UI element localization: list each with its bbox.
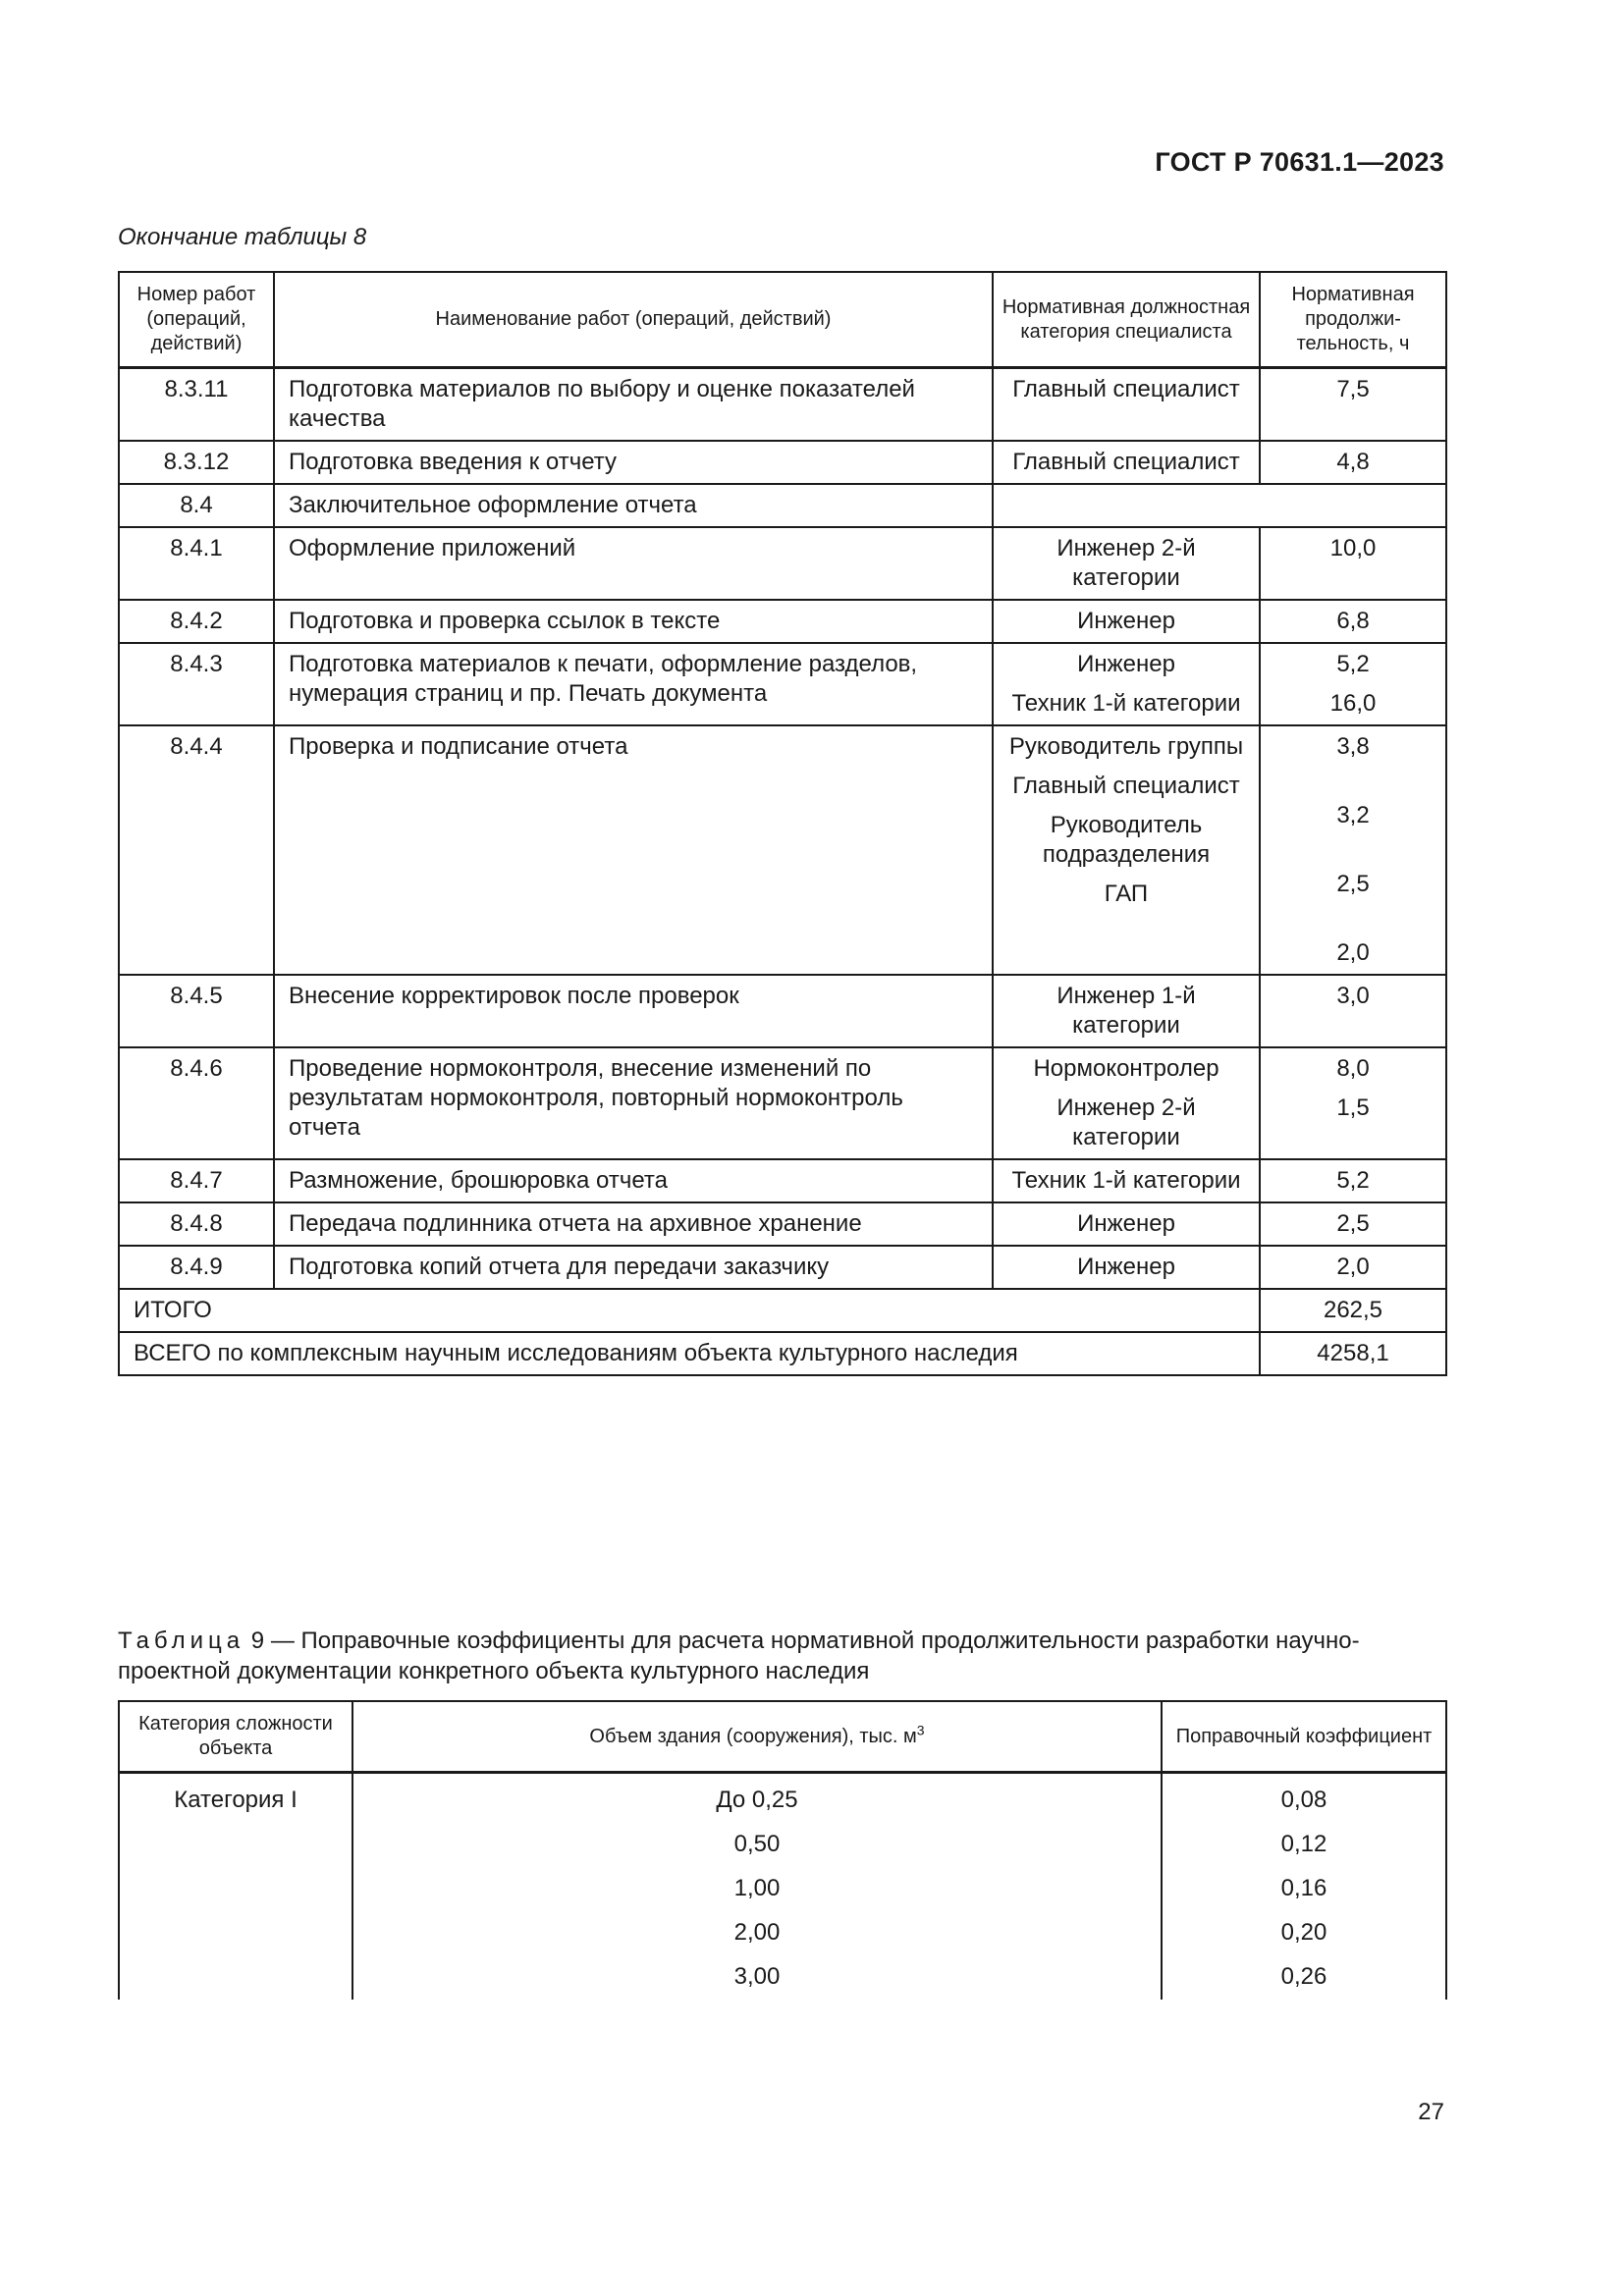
category-line: Нормоконтролер <box>1033 1055 1219 1082</box>
row-name: Оформление приложений <box>274 527 993 600</box>
table-row <box>119 368 1446 442</box>
header-name: Наименование работ (операций, действий) <box>274 272 993 368</box>
row-num: 8.4.3 <box>119 643 274 725</box>
row-duration <box>1260 643 1446 725</box>
row-coefficient: 0,08 <box>1162 1773 1446 1824</box>
header-volume <box>352 1701 1162 1773</box>
grand-total-label: ВСЕГО по комплексным научным исследованиям объекта культурного наследия <box>119 1332 1260 1375</box>
category-line: Главный специалист <box>1012 773 1240 799</box>
category-line: Техник 1-й категории <box>1011 690 1241 717</box>
page-number: 27 <box>1418 2099 1444 2125</box>
row-empty-cell <box>993 484 1446 527</box>
row-duration: 6,8 <box>1260 600 1446 643</box>
table-row <box>119 1911 1446 1955</box>
row-duration: 4,8 <box>1260 441 1446 484</box>
table-9 <box>118 1700 1447 2000</box>
table-row <box>119 1246 1446 1289</box>
row-duration <box>1260 1047 1446 1159</box>
row-num: 8.4.6 <box>119 1047 274 1159</box>
row-num: 8.4.5 <box>119 975 274 1047</box>
header-coefficient: Поправочный коэффициент <box>1162 1701 1446 1773</box>
duration-line: 8,0 <box>1336 1055 1370 1082</box>
header-num: Номер работ (операций, действий) <box>119 272 274 368</box>
row-name: Подготовка копий отчета для передачи заказчику <box>274 1246 993 1289</box>
row-volume: 1,00 <box>352 1867 1162 1911</box>
row-num: 8.4.1 <box>119 527 274 600</box>
table9-title: — Поправочные коэффициенты для расчета нормативной продолжительности разработки научно-проектной документации конкретного объекта культурного наследия <box>118 1628 1360 1684</box>
row-coefficient: 0,26 <box>1162 1955 1446 2000</box>
row-volume: 0,50 <box>352 1823 1162 1867</box>
row-coefficient: 0,16 <box>1162 1867 1446 1911</box>
total-value: 262,5 <box>1260 1289 1446 1332</box>
row-category: Главный специалист <box>993 368 1260 442</box>
header-complexity: Категория сложности объекта <box>119 1701 352 1773</box>
row-num: 8.4.4 <box>119 725 274 975</box>
row-num: 8.3.12 <box>119 441 274 484</box>
category-line: Руководитель группы <box>1008 733 1244 760</box>
row-duration: 10,0 <box>1260 527 1446 600</box>
header-category: Нормативная должностная категория специалиста <box>993 272 1260 368</box>
row-category-empty <box>119 1867 352 1911</box>
row-category: Главный специалист <box>993 441 1260 484</box>
row-category <box>993 725 1260 975</box>
row-duration: 5,2 <box>1260 1159 1446 1202</box>
row-category <box>993 1047 1260 1159</box>
table-row <box>119 527 1446 600</box>
table-8 <box>118 271 1447 1376</box>
total-label: ИТОГО <box>119 1289 1260 1332</box>
header-volume-sup: 3 <box>916 1721 925 1737</box>
row-category-empty <box>119 1823 352 1867</box>
duration-line: 3,8 <box>1336 733 1370 760</box>
row-coefficient: 0,20 <box>1162 1911 1446 1955</box>
table-row <box>119 1773 1446 1824</box>
row-name: Проверка и подписание отчета <box>274 725 993 975</box>
row-category: Инженер <box>993 600 1260 643</box>
table-row <box>119 1159 1446 1202</box>
duration-line: 5,2 <box>1336 651 1370 677</box>
row-duration <box>1260 725 1446 975</box>
table-row <box>119 975 1446 1047</box>
row-coefficient: 0,12 <box>1162 1823 1446 1867</box>
category-line: Инженер 2-й категории <box>1056 1095 1196 1150</box>
row-volume: 2,00 <box>352 1911 1162 1955</box>
row-duration: 7,5 <box>1260 368 1446 442</box>
row-num: 8.4.7 <box>119 1159 274 1202</box>
table9-number: 9 <box>250 1628 265 1654</box>
row-category: Инженер <box>993 1246 1260 1289</box>
row-name: Подготовка введения к отчету <box>274 441 993 484</box>
row-volume: До 0,25 <box>352 1773 1162 1824</box>
table9-header-row <box>119 1701 1446 1773</box>
row-category: Категория I <box>119 1773 352 1824</box>
table-row <box>119 484 1446 527</box>
document-code: ГОСТ Р 70631.1—2023 <box>1155 147 1444 177</box>
row-name: Передача подлинника отчета на архивное хранение <box>274 1202 993 1246</box>
row-num: 8.3.11 <box>119 368 274 442</box>
row-category: Инженер <box>993 1202 1260 1246</box>
header-duration: Нормативная продолжи-тельность, ч <box>1260 272 1446 368</box>
row-category-empty <box>119 1955 352 2000</box>
duration-line: 2,5 <box>1336 871 1370 897</box>
table-row <box>119 600 1446 643</box>
row-category: Техник 1-й категории <box>993 1159 1260 1202</box>
category-line: Инженер <box>1077 651 1175 677</box>
table-row <box>119 441 1446 484</box>
row-num: 8.4 <box>119 484 274 527</box>
row-duration: 3,0 <box>1260 975 1446 1047</box>
category-line: Руководитель подразделения <box>1042 812 1211 868</box>
row-name: Подготовка материалов по выбору и оценке показателей качества <box>274 368 993 442</box>
table8-header-row <box>119 272 1446 368</box>
table9-caption <box>118 1626 1445 1686</box>
duration-line: 1,5 <box>1336 1095 1370 1121</box>
category-line: ГАП <box>1104 881 1149 907</box>
row-num: 8.4.2 <box>119 600 274 643</box>
duration-line: 16,0 <box>1329 690 1377 717</box>
row-name: Подготовка материалов к печати, оформление разделов, нумерация страниц и пр. Печать документа <box>274 643 993 725</box>
row-num: 8.4.9 <box>119 1246 274 1289</box>
table-row <box>119 643 1446 725</box>
row-name: Размножение, брошюровка отчета <box>274 1159 993 1202</box>
grand-total-value: 4258,1 <box>1260 1332 1446 1375</box>
total-row <box>119 1289 1446 1332</box>
row-category: Инженер 1-й категории <box>993 975 1260 1047</box>
table8-caption: Окончание таблицы 8 <box>118 224 367 250</box>
row-category-empty <box>119 1911 352 1955</box>
row-name: Заключительное оформление отчета <box>274 484 993 527</box>
duration-line: 2,0 <box>1336 939 1370 966</box>
table-row <box>119 1867 1446 1911</box>
row-category: Инженер 2-й категории <box>993 527 1260 600</box>
grand-total-row <box>119 1332 1446 1375</box>
row-name: Подготовка и проверка ссылок в тексте <box>274 600 993 643</box>
duration-line: 3,2 <box>1336 802 1370 828</box>
header-volume-text: Объем здания (сооружения), тыс. м <box>589 1725 917 1747</box>
table9-label: Таблица <box>118 1628 245 1654</box>
row-duration: 2,0 <box>1260 1246 1446 1289</box>
row-volume: 3,00 <box>352 1955 1162 2000</box>
row-duration: 2,5 <box>1260 1202 1446 1246</box>
row-name: Проведение нормоконтроля, внесение изменений по результатам нормоконтроля, повторный нормоконтроль отчета <box>274 1047 993 1159</box>
row-name: Внесение корректировок после проверок <box>274 975 993 1047</box>
table-row <box>119 1047 1446 1159</box>
row-category <box>993 643 1260 725</box>
table-row <box>119 725 1446 975</box>
row-num: 8.4.8 <box>119 1202 274 1246</box>
table-row <box>119 1202 1446 1246</box>
table-row <box>119 1823 1446 1867</box>
table-row <box>119 1955 1446 2000</box>
